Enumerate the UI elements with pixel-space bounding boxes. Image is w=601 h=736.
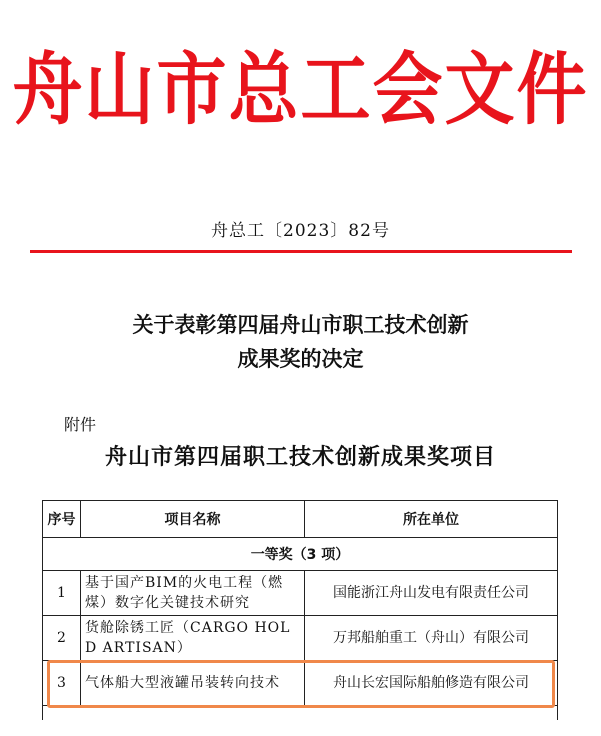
red-divider-line [30,250,572,253]
group-row-first-prize [43,538,558,571]
header-unit: 所在单位 [305,501,558,538]
row-project-name: 气体船大型液罐吊装转向技术 [81,661,305,706]
title-line-1: 关于表彰第四届舟山市职工技术创新 [132,313,469,337]
group-label-first-prize: 一等奖（3 项） [43,538,558,571]
table-row [43,571,558,616]
row-unit: 国能浙江舟山发电有限责任公司 [305,571,558,616]
attachment-subtitle: 舟山市第四届职工技术创新成果奖项目 [104,445,496,470]
cut-off-cell [43,706,558,721]
row-no: 2 [43,616,81,661]
document-masthead: 舟山市总工会文件 [12,43,589,136]
row-unit: 万邦船舶重工（舟山）有限公司 [305,616,558,661]
row-no: 1 [43,571,81,616]
table-header-row [43,501,558,538]
row-project-name: 货舱除锈工匠（CARGO HOLD ARTISAN） [81,616,305,661]
title-line-2: 成果奖的决定 [237,347,364,371]
header-no: 序号 [43,501,81,538]
document-number: 舟总工〔2023〕82号 [211,221,390,241]
header-project-name: 项目名称 [81,501,305,538]
table-row [43,661,558,706]
table-row-cut-off [43,706,558,721]
document-title [0,308,601,376]
row-project-name: 基于国产BIM的火电工程（燃煤）数字化关键技术研究 [81,571,305,616]
row-unit: 舟山长宏国际船舶修造有限公司 [305,661,558,706]
attachment-label: 附件 [64,415,97,434]
award-projects-table [42,500,558,720]
table-row [43,616,558,661]
row-no: 3 [43,661,81,706]
